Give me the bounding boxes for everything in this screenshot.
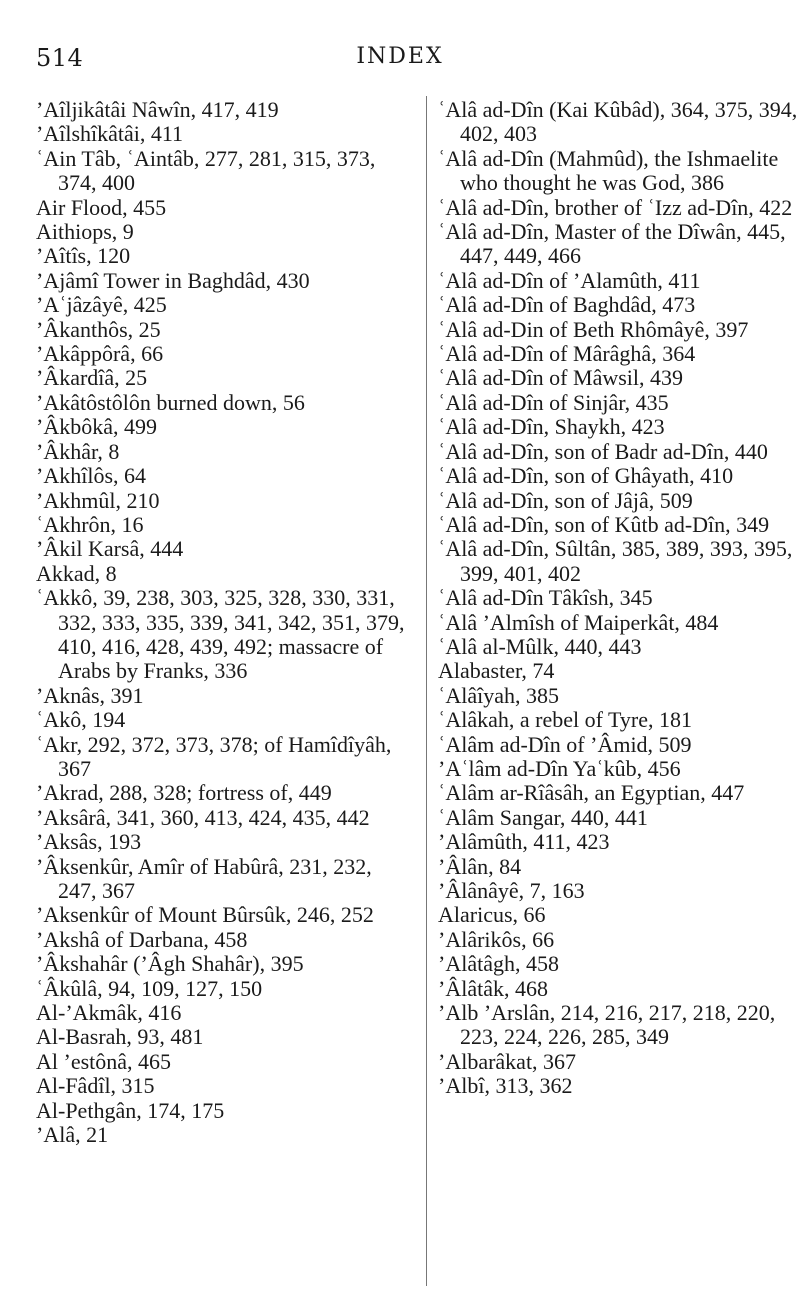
index-entry: ’Aʿjâzâyê, 425 xyxy=(36,292,167,318)
index-entry: ’Aîljikâtâi Nâwîn, 417, 419 xyxy=(36,97,279,122)
index-entry: ’Albarâkat, 367 xyxy=(438,1048,577,1074)
index-entry: Al-Fâdîl, 315 xyxy=(36,1073,155,1099)
index-entry: ʿAkô, 194 xyxy=(36,707,126,733)
index-entry: ʿAlâ ad-Dîn, son of Jâjâ, 509 xyxy=(438,487,693,513)
page-number: 514 xyxy=(36,44,84,72)
index-entry: ’Âkbôkâ, 499 xyxy=(36,414,157,440)
index-entry: ’Âkanthôs, 25 xyxy=(36,316,161,342)
index-entry: Alabaster, 74 xyxy=(438,658,555,684)
index-entry: ʿAlâm Sangar, 440, 441 xyxy=(438,804,648,830)
index-entry: ’Alâtâgh, 458 xyxy=(438,951,559,977)
index-entry: ʿAkr, 292, 372, 373, 378; of Hamîdîyâh, 367 xyxy=(36,731,392,781)
index-entry: Aithiops, 9 xyxy=(36,219,134,245)
index-entry: Al-Basrah, 93, 481 xyxy=(36,1024,204,1050)
index-entry: ʿAkkô, 39, 238, 303, 325, 328, 330, 331, 332, 333, 335, 339, 341, 342, 351, 379, 410, 416, 428, 439, 492; massacre of Arabs by Franks, 336 xyxy=(36,585,405,684)
index-entry: ʿAlâ ad-Dîn of Baghdâd, 473 xyxy=(438,292,696,318)
index-entry: ’Albî, 313, 362 xyxy=(438,1073,573,1099)
index-entry: ’Akâtôstôlôn burned down, 56 xyxy=(36,389,305,415)
index-entry: ʿAlâ ad-Dîn of Mâwsil, 439 xyxy=(438,365,684,391)
index-entry: ’Akhîlôs, 64 xyxy=(36,463,146,489)
index-entry: Al-Pethgân, 174, 175 xyxy=(36,1097,225,1123)
index-entry: ʿAlâ ad-Dîn of Mârâghâ, 364 xyxy=(438,341,696,367)
index-entry: ’Akâppôrâ, 66 xyxy=(36,341,164,367)
index-entry: ’Âkshahâr (’Âgh Shahâr), 395 xyxy=(36,951,304,977)
index-entry: ’Âkil Karsâ, 444 xyxy=(36,536,184,562)
index-entry: ’Akhmûl, 210 xyxy=(36,487,160,513)
index-entry: ’Âkardîâ, 25 xyxy=(36,365,148,391)
index-entry: ’Aîtîs, 120 xyxy=(36,243,131,269)
index-entry: ’Alâmûth, 411, 423 xyxy=(438,829,610,855)
index-entry: Air Flood, 455 xyxy=(36,194,167,220)
index-entry: ʿAlâ ad-Dîn, son of Ghâyath, 410 xyxy=(438,463,734,489)
index-entry: ʿAlâm ad-Dîn of ’Âmid, 509 xyxy=(438,731,692,757)
index-entry: ʿAlâ ad-Dîn of ’Alamûth, 411 xyxy=(438,267,701,293)
index-entry: ʿAlâ ad-Dîn, son of Kûtb ad-Dîn, 349 xyxy=(438,511,770,537)
index-entry: ʿAlâ al-Mûlk, 440, 443 xyxy=(438,633,642,659)
index-entry: ’Âkhâr, 8 xyxy=(36,438,120,464)
index-entry: ’Aksenkûr of Mount Bûrsûk, 246, 252 xyxy=(36,902,374,928)
index-entry: ’Aʿlâm ad-Dîn Yaʿkûb, 456 xyxy=(438,755,681,781)
index-entry: ’Âlân, 84 xyxy=(438,853,522,879)
index-entry: ’Aksâs, 193 xyxy=(36,829,142,855)
index-entry: ’Alb ’Arslân, 214, 216, 217, 218, 220, 223, 224, 226, 285, 349 xyxy=(438,1000,776,1050)
index-entry: ʿAlâm ar-Rîâsâh, an Egyptian, 447 xyxy=(438,780,745,806)
index-entry: ʿAlâ ad-Dîn, Sûltân, 385, 389, 393, 395, 399, 401, 402 xyxy=(438,536,793,586)
index-entry: ’Alârikôs, 66 xyxy=(438,926,555,952)
index-entry: ʿAlâ ad-Dîn, son of Badr ad-Dîn, 440 xyxy=(438,438,768,464)
index-column-right xyxy=(438,98,800,1099)
index-entry: ’Âlânâyê, 7, 163 xyxy=(438,878,585,903)
index-entry: ’Alâ, 21 xyxy=(36,1122,109,1148)
index-entry: ʿAlâ ’Almîsh of Maiperkât, 484 xyxy=(438,609,719,635)
page-title: INDEX xyxy=(356,44,444,69)
index-entry: ’Âlâtâk, 468 xyxy=(438,975,548,1001)
index-entry: ʿAlâ ad-Dîn of Sinjâr, 435 xyxy=(438,389,669,415)
index-entry: ʿAlâ ad-Dîn, Shaykh, 423 xyxy=(438,414,665,440)
index-entry: ’Aksârâ, 341, 360, 413, 424, 435, 442 xyxy=(36,804,370,830)
index-entry: Alaricus, 66 xyxy=(438,902,546,928)
index-entry: ʿAlâ ad-Dîn, Master of the Dîwân, 445, 447, 449, 466 xyxy=(438,219,786,269)
index-entry: ’Âksenkûr, Amîr of Habûrâ, 231, 232, 247, 367 xyxy=(36,853,372,903)
index-entry: ʿÂkûlâ, 94, 109, 127, 150 xyxy=(36,975,263,1001)
index-entry: ʿAlâ ad-Dîn (Mahmûd), the Ishmaelite who thought he was God, 386 xyxy=(438,145,779,196)
index-entry: ʿAlâ ad-Dîn, brother of ʿIzz ad-Dîn, 422 xyxy=(438,194,793,220)
index-column-left xyxy=(36,98,414,1147)
index-entry: ʿAkhrôn, 16 xyxy=(36,511,144,537)
index-entry: Akkad, 8 xyxy=(36,560,117,586)
index-entry: Al-’Akmâk, 416 xyxy=(36,1000,182,1026)
column-divider xyxy=(426,96,427,1286)
index-entry: ’Akshâ of Darbana, 458 xyxy=(36,926,248,952)
index-entry: ’Aîlshîkâtâi, 411 xyxy=(36,121,184,147)
index-entry: ʿAlâ ad-Din of Beth Rhômâyê, 397 xyxy=(438,316,749,342)
index-entry: ʿAlâîyah, 385 xyxy=(438,682,559,708)
index-entry: ʿAlâ ad-Dîn (Kai Kûbâd), 364, 375, 394, 402, 403 xyxy=(438,97,798,147)
index-entry: ’Ajâmî Tower in Baghdâd, 430 xyxy=(36,267,310,293)
index-entry: ʿAlâkah, a rebel of Tyre, 181 xyxy=(438,707,693,733)
index-entry: ʿAin Tâb, ʿAintâb, 277, 281, 315, 373, 374, 400 xyxy=(36,145,376,196)
index-entry: ’Akrad, 288, 328; fortress of, 449 xyxy=(36,780,332,806)
index-entry: ʿAlâ ad-Dîn Tâkîsh, 345 xyxy=(438,585,653,611)
index-entry: Al ’estônâ, 465 xyxy=(36,1048,172,1074)
index-entry: ’Aknâs, 391 xyxy=(36,682,144,708)
